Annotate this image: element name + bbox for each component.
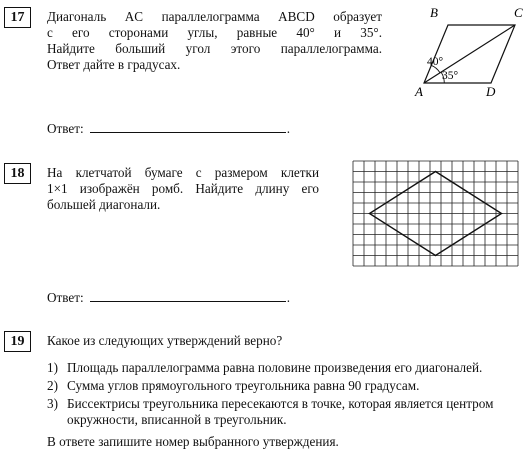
answer-period: . (286, 121, 291, 136)
answer-input-line[interactable] (90, 290, 286, 302)
option-text: Биссектрисы треугольника пересекаются в точке, которая является центром (67, 396, 494, 411)
problem-18-line: 1×1 изображён ромб. Найдите длину его (47, 181, 319, 196)
problem-19-question: Какое из следующих утверждений верно? (47, 333, 283, 348)
parallelogram-figure (405, 3, 525, 99)
answer-input-line[interactable] (90, 121, 286, 133)
problem-19-footer: В ответе запишите номер выбранного утверждения. (47, 434, 339, 449)
vertex-label-d: D (486, 84, 496, 99)
problem-18-answer (47, 290, 290, 306)
problem-18-line: большей диагонали. (47, 197, 161, 212)
problem-17-line: Найдите больший угол этого параллелограмма. (47, 41, 382, 56)
option-1 (47, 360, 482, 376)
option-text: Сумма углов прямоугольного треугольника равна 90 градусам. (67, 378, 420, 393)
rhombus-grid-figure (352, 160, 522, 270)
option-number: 2) (47, 378, 58, 393)
problem-17-text (47, 9, 382, 73)
answer-label: Ответ: (47, 290, 84, 305)
problem-19-number: 19 (4, 331, 31, 352)
answer-period: . (286, 290, 291, 305)
option-3 (47, 396, 493, 412)
problem-17-line: Диагональ AC параллелограмма ABCD образует (47, 9, 382, 24)
problem-18-text (47, 165, 319, 213)
answer-label: Ответ: (47, 121, 84, 136)
option-text: окружности, вписанной в треугольник. (67, 412, 287, 427)
vertex-label-b: B (430, 5, 438, 20)
problem-17-line: с его сторонами углы, равные 40° и 35°. (47, 25, 382, 40)
vertex-label-c: C (514, 5, 523, 20)
option-2 (47, 378, 419, 394)
problem-17-line: Ответ дайте в градусах. (47, 57, 181, 72)
problem-17-answer (47, 121, 290, 137)
option-number: 3) (47, 396, 58, 411)
diagonal-ac (424, 25, 515, 83)
problem-18-line: На клетчатой бумаге с размером клетки (47, 165, 319, 180)
option-number: 1) (47, 360, 58, 375)
angle-label-35: 35° (442, 70, 459, 82)
option-3-continued (67, 412, 287, 428)
option-text: Площадь параллелограмма равна половине произведения его диагоналей. (67, 360, 483, 375)
problem-17-number: 17 (4, 7, 31, 28)
angle-label-40: 40° (427, 56, 444, 68)
problem-18-number: 18 (4, 163, 31, 184)
grid-lines (353, 161, 518, 266)
vertex-label-a: A (415, 84, 423, 99)
